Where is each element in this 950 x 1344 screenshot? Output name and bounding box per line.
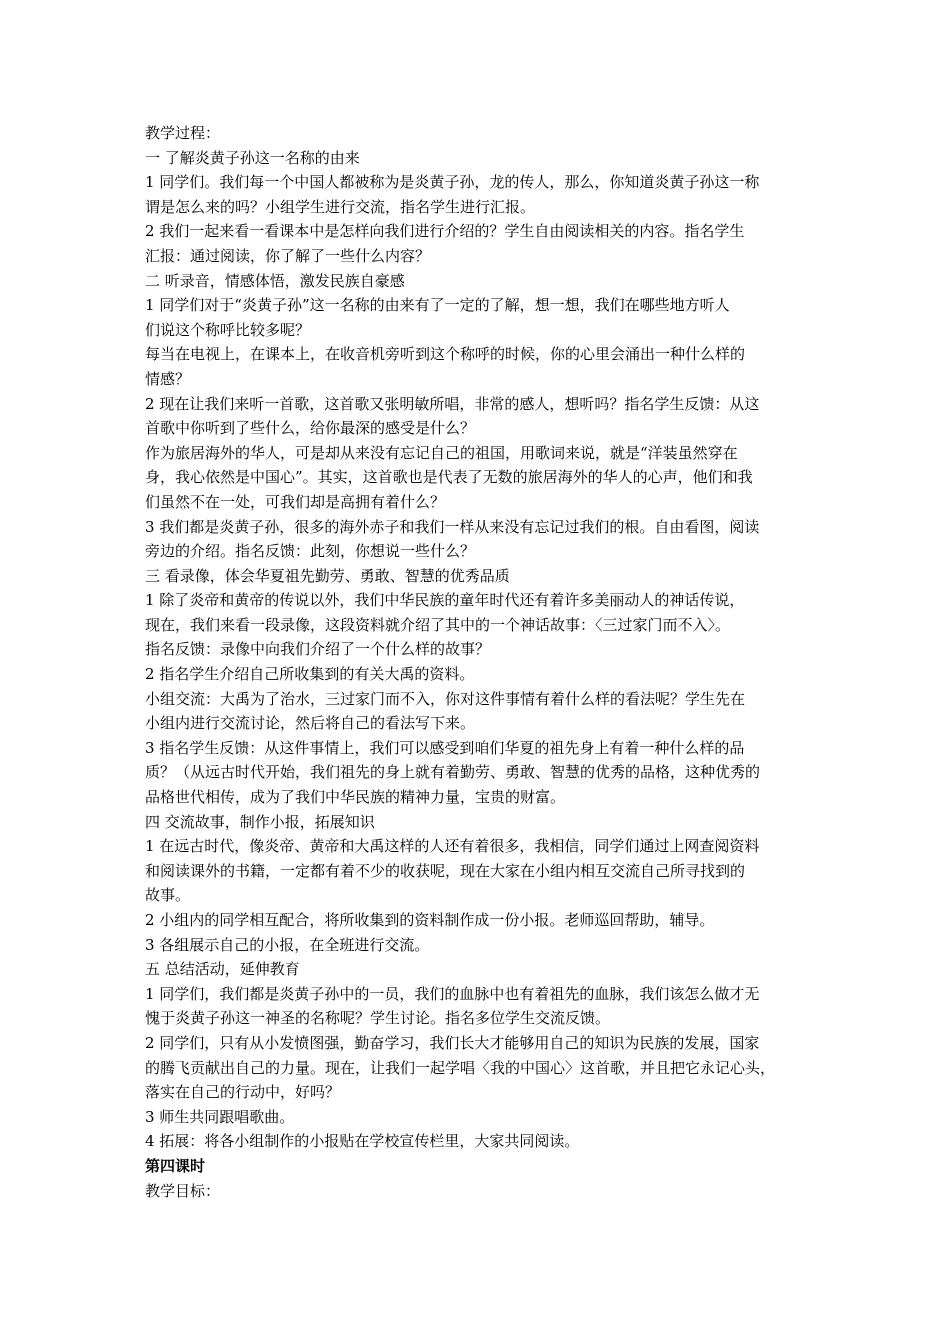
text-line: 首歌中你听到了些什么，给你最深的感受是什么？ — [145, 419, 476, 438]
text-line: 旁边的介绍。指名反馈：此刻，你想说一些什么？ — [145, 542, 476, 561]
text-line: 1 同学们对于“炎黄子孙”这一名称的由来有了一定的了解，想一想，我们在哪些地方听人 — [145, 296, 730, 315]
text-line: 四 交流故事，制作小报，拓展知识 — [145, 812, 375, 831]
text-line: 作为旅居海外的华人，可是却从来没有忘记自己的祖国，用歌词来说，就是“洋装虽然穿在 — [145, 443, 738, 462]
text-line: 2 我们一起来看一看课本中是怎样向我们进行介绍的？学生自由阅读相关的内容。指名学生 — [145, 222, 745, 241]
document-page — [145, 121, 810, 1203]
text-line: 每当在电视上，在课本上，在收音机旁听到这个称呼的时候，你的心里会涌出一种什么样的 — [145, 345, 746, 364]
text-line: 2 小组内的同学相互配合，将所收集到的资料制作成一份小报。老师巡回帮助，辅导。 — [145, 911, 715, 929]
text-line: 五 总结活动，延伸教育 — [145, 960, 300, 979]
text-line: 小组交流：大禹为了治水，三过家门而不入，你对这件事情有着什么样的看法呢？学生先在 — [145, 689, 746, 708]
text-line: 一 了解炎黄子孙这一名称的由来 — [145, 148, 360, 167]
text-line: 品格世代相传，成为了我们中华民族的精神力量，宝贵的财富。 — [145, 788, 566, 807]
text-line: 2 现在让我们来听一首歌，这首歌又张明敏所唱，非常的感人，想听吗？指名学生反馈：从这 — [145, 394, 760, 413]
text-line: 3 各组展示自己的小报，在全班进行交流。 — [145, 935, 430, 954]
text-line: 故事。 — [145, 886, 191, 905]
text-line: 1 除了炎帝和黄帝的传说以外，我们中华民族的童年时代还有着许多美丽动人的神话传说， — [145, 591, 745, 610]
text-line: 们说这个称呼比较多呢？ — [145, 320, 311, 339]
text-line: 情感？ — [145, 369, 191, 388]
text-line: 3 我们都是炎黄子孙，很多的海外赤子和我们一样从来没有忘记过我们的根。自由看图，阅读 — [145, 517, 760, 536]
text-line: 1 同学们。我们每一个中国人都被称为是炎黄子孙，龙的传人，那么，你知道炎黄子孙这一称 — [145, 173, 760, 192]
text-line: 3 师生共同跟唱歌曲。 — [145, 1107, 295, 1126]
text-line: 教学目标： — [145, 1181, 221, 1200]
text-line: 二 听录音，情感体悟，激发民族自豪感 — [145, 271, 405, 290]
text-line: 落实在自己的行动中，好吗？ — [145, 1083, 341, 1102]
text-line: 汇报：通过阅读，你了解了一些什么内容？ — [145, 246, 431, 265]
text-line: 们虽然不在一处，可我们却是高拥有着什么？ — [145, 492, 446, 511]
text-line: 和阅读课外的书籍，一定都有着不少的收获呢，现在大家在小组内相互交流自己所寻找到的 — [145, 861, 746, 880]
text-line: 的腾飞贡献出自己的力量。现在，让我们一起学唱〈我的中国心〉这首歌，并且把它永记心头， — [145, 1058, 776, 1077]
document-body — [145, 121, 810, 1203]
text-line: 1 在远古时代，像炎帝、黄帝和大禹这样的人还有着很多，我相信，同学们通过上网查阅资料 — [145, 837, 760, 856]
section-heading: 第四课时 — [145, 1156, 206, 1175]
text-line: 1 同学们，我们都是炎黄子孙中的一员，我们的血脉中也有着祖先的血脉，我们该怎么做才无 — [145, 984, 760, 1003]
text-line: 身，我心依然是中国心”。其实，这首歌也是代表了无数的旅居海外的华人的心声，他们和我 — [145, 468, 753, 487]
text-line: 2 同学们，只有从小发愤图强，勤奋学习，我们长大才能够用自己的知识为民族的发展，国家 — [145, 1033, 760, 1052]
text-line: 愧于炎黄子孙这一神圣的名称呢？学生讨论。指名多位学生交流反馈。 — [145, 1009, 611, 1028]
text-line: 现在，我们来看一段录像，这段资料就介绍了其中的一个神话故事：〈三过家门而不入〉。 — [145, 615, 731, 634]
text-line: 谓是怎么来的吗？小组学生进行交流，指名学生进行汇报。 — [145, 197, 536, 216]
text-line: 小组内进行交流讨论，然后将自己的看法写下来。 — [145, 714, 476, 733]
text-line: 4 拓展：将各小组制作的小报贴在学校宣传栏里，大家共同阅读。 — [145, 1132, 580, 1151]
text-line: 质？（从远古时代开始，我们祖先的身上就有着勤劳、勇敢、智慧的优秀的品格，这种优秀的 — [145, 763, 761, 782]
text-line: 三 看录像，体会华夏祖先勤劳、勇敢、智慧的优秀品质 — [145, 566, 510, 585]
text-line: 教学过程： — [145, 124, 221, 142]
text-line: 3 指名学生反馈：从这件事情上，我们可以感受到咱们华夏的祖先身上有着一种什么样的品 — [145, 738, 745, 757]
text-line: 指名反馈：录像中向我们介绍了一个什么样的故事？ — [145, 640, 491, 659]
text-line: 2 指名学生介绍自己所收集到的有关大禹的资料。 — [145, 665, 475, 684]
